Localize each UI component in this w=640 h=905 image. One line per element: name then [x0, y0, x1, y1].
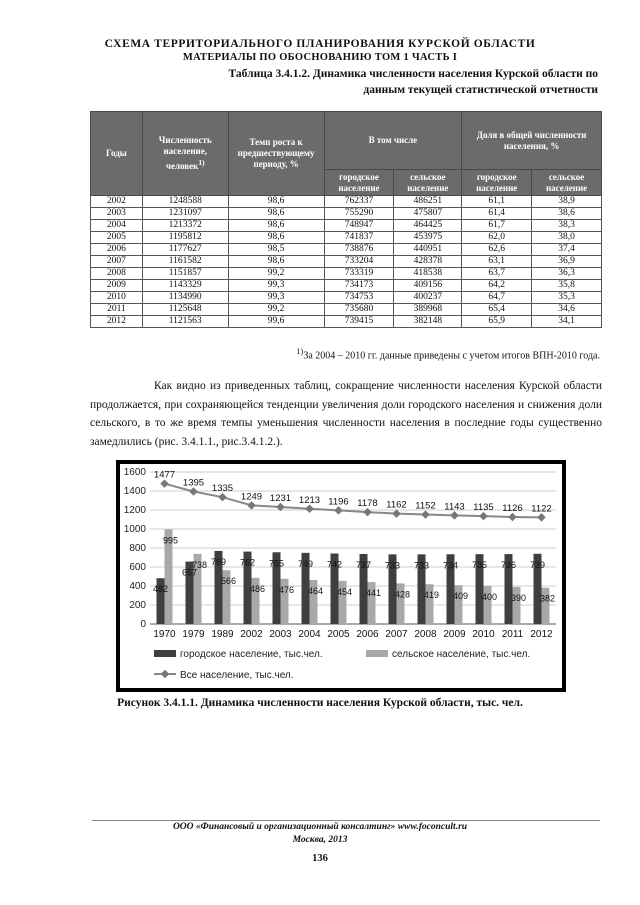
data-label-total: 1196 — [328, 496, 349, 508]
table-row — [91, 232, 602, 244]
data-label-total: 1152 — [415, 500, 436, 512]
x-tick-label: 2002 — [240, 629, 263, 640]
document-header-subtitle: МАТЕРИАЛЫ ПО ОБОСНОВАНИЮ ТОМ 1 ЧАСТЬ I — [182, 52, 458, 63]
page-number: 136 — [312, 853, 328, 864]
table-cell: 99,3 — [228, 292, 324, 304]
col-population — [142, 112, 228, 196]
table-cell: 428378 — [394, 256, 462, 268]
table-row — [91, 208, 602, 220]
table-cell: 34,6 — [532, 304, 602, 316]
table-row — [91, 220, 602, 232]
table-cell: 1213372 — [142, 220, 228, 232]
table-cell: 1177627 — [142, 244, 228, 256]
col-population-note: 1) — [198, 158, 205, 167]
table-row — [91, 316, 602, 328]
y-tick-label: 800 — [129, 543, 146, 554]
x-tick-label: 2010 — [472, 629, 495, 640]
data-label-total: 1477 — [153, 469, 176, 481]
y-tick-label: 1000 — [123, 524, 146, 535]
table-cell: 37,4 — [532, 244, 602, 256]
x-tick-label: 2005 — [327, 629, 350, 640]
table-row — [91, 304, 602, 316]
table-cell: 1121563 — [142, 316, 228, 328]
table-cell: 1231097 — [142, 208, 228, 220]
table-cell: 440951 — [394, 244, 462, 256]
table-cell: 2008 — [91, 268, 143, 280]
table-cell: 61,1 — [462, 196, 532, 208]
figure-caption: Рисунок 3.4.1.1. Динамика численности населения Курской области, тыс. чел. — [117, 697, 523, 709]
col-rural-share: сельское население — [532, 170, 602, 196]
footnote-text: За 2004 – 2010 гг. данные приведены с учетом итогов ВПН-2010 года. — [303, 350, 600, 362]
table-cell: 34,1 — [532, 316, 602, 328]
table-cell: 98,6 — [228, 232, 324, 244]
table-cell: 98,6 — [228, 220, 324, 232]
table-cell: 63,1 — [462, 256, 532, 268]
table-cell: 62,6 — [462, 244, 532, 256]
table-cell: 1195812 — [142, 232, 228, 244]
table-cell: 1134990 — [142, 292, 228, 304]
table-cell: 65,9 — [462, 316, 532, 328]
data-label-total: 1162 — [386, 499, 407, 511]
table-footnote — [296, 347, 600, 361]
data-label-rural: 995 — [162, 535, 179, 546]
data-label-urban: 657 — [181, 567, 198, 578]
x-tick-label: 2008 — [414, 629, 437, 640]
table-cell: 2011 — [91, 304, 143, 316]
data-label-total: 1178 — [357, 498, 378, 510]
table-cell: 38,3 — [532, 220, 602, 232]
data-label-rural: 382 — [539, 593, 556, 604]
data-label-total: 1213 — [298, 494, 321, 506]
table-cell: 733204 — [324, 256, 394, 268]
table-cell: 2007 — [91, 256, 143, 268]
table-cell: 735680 — [324, 304, 394, 316]
table-cell: 2012 — [91, 316, 143, 328]
table-cell: 1125648 — [142, 304, 228, 316]
data-label-rural: 428 — [394, 589, 411, 600]
data-label-urban: 733 — [384, 560, 401, 571]
data-label-rural: 419 — [423, 590, 440, 601]
data-label-rural: 464 — [307, 585, 324, 596]
y-tick-label: 1200 — [123, 505, 146, 516]
x-tick-label: 2011 — [501, 629, 524, 640]
table-cell: 64,7 — [462, 292, 532, 304]
table-title-line2: данным текущей статистической отчетности — [363, 84, 598, 96]
x-tick-label: 2004 — [298, 629, 321, 640]
table-cell: 409156 — [394, 280, 462, 292]
table-cell: 99,2 — [228, 304, 324, 316]
table-cell: 63,7 — [462, 268, 532, 280]
population-table — [90, 111, 602, 328]
table-cell: 741837 — [324, 232, 394, 244]
data-label-urban: 735 — [471, 560, 488, 571]
table-cell: 738876 — [324, 244, 394, 256]
data-label-total: 1231 — [269, 493, 292, 505]
table-cell: 35,3 — [532, 292, 602, 304]
table-row — [91, 268, 602, 280]
data-label-urban: 734 — [442, 560, 459, 571]
table-row — [91, 196, 602, 208]
y-tick-label: 1600 — [123, 467, 146, 478]
data-label-rural: 390 — [510, 592, 527, 603]
table-cell: 755290 — [324, 208, 394, 220]
table-cell: 389968 — [394, 304, 462, 316]
legend-swatch-rural — [366, 650, 388, 657]
table-cell: 38,9 — [532, 196, 602, 208]
x-tick-label: 1970 — [153, 629, 176, 640]
table-cell: 733319 — [324, 268, 394, 280]
table-cell: 98,6 — [228, 208, 324, 220]
col-growth: Темп роста к предшествующему периоду, % — [228, 112, 324, 196]
data-label-urban: 737 — [355, 559, 372, 570]
x-tick-label: 2009 — [443, 629, 466, 640]
table-cell: 2010 — [91, 292, 143, 304]
y-tick-label: 200 — [129, 600, 146, 611]
data-label-rural: 486 — [249, 583, 266, 594]
data-label-rural: 409 — [452, 591, 469, 602]
table-cell: 2003 — [91, 208, 143, 220]
x-tick-label: 1979 — [182, 629, 205, 640]
chart-svg — [116, 460, 566, 692]
table-cell: 2002 — [91, 196, 143, 208]
table-cell: 734753 — [324, 292, 394, 304]
table-cell: 1151857 — [142, 268, 228, 280]
data-label-urban: 736 — [500, 560, 517, 571]
x-tick-label: 2012 — [530, 629, 553, 640]
population-chart — [116, 460, 566, 692]
data-label-total: 1335 — [211, 483, 234, 495]
x-tick-label: 1989 — [211, 629, 234, 640]
data-label-total: 1249 — [240, 491, 263, 503]
table-cell: 35,8 — [532, 280, 602, 292]
data-label-total: 1135 — [473, 502, 494, 514]
table-cell: 400237 — [394, 292, 462, 304]
table-cell: 61,4 — [462, 208, 532, 220]
footer-city: Москва, 2013 — [292, 835, 348, 845]
table-cell: 65,4 — [462, 304, 532, 316]
table-cell: 98,6 — [228, 256, 324, 268]
data-label-rural: 454 — [336, 586, 353, 597]
table-cell: 2005 — [91, 232, 143, 244]
table-cell: 98,5 — [228, 244, 324, 256]
col-share: Доля в общей численности населения, % — [462, 112, 602, 170]
data-label-urban: 733 — [413, 560, 430, 571]
footer-rule — [92, 820, 600, 821]
table-cell: 36,9 — [532, 256, 602, 268]
x-tick-label: 2006 — [356, 629, 379, 640]
col-urban-share: городское население — [462, 170, 532, 196]
table-cell: 1161582 — [142, 256, 228, 268]
table-cell: 61,7 — [462, 220, 532, 232]
table-cell: 98,6 — [228, 196, 324, 208]
col-urban: городское население — [324, 170, 394, 196]
document-header-title: СХЕМА ТЕРРИТОРИАЛЬНОГО ПЛАНИРОВАНИЯ КУРСКОЙ ОБЛАСТИ — [104, 38, 536, 50]
y-tick-label: 600 — [129, 562, 146, 573]
data-label-urban: 762 — [239, 557, 256, 568]
data-label-rural: 441 — [365, 588, 382, 599]
data-label-rural: 400 — [481, 592, 498, 602]
table-cell: 99,2 — [228, 268, 324, 280]
y-tick-label: 0 — [140, 619, 146, 630]
table-cell: 38,0 — [532, 232, 602, 244]
data-label-urban: 739 — [529, 559, 546, 570]
table-cell: 99,6 — [228, 316, 324, 328]
table-cell: 1143329 — [142, 280, 228, 292]
legend-label-total: Все население, тыс.чел. — [180, 670, 294, 681]
data-label-urban: 482 — [152, 584, 169, 595]
y-tick-label: 400 — [129, 581, 146, 592]
x-tick-label: 2007 — [385, 629, 408, 640]
table-cell: 99,3 — [228, 280, 324, 292]
table-cell: 748947 — [324, 220, 394, 232]
data-label-urban: 742 — [326, 559, 343, 570]
footnote-mark: 1) — [296, 347, 304, 356]
col-population-label: Численность население, человек — [158, 135, 212, 171]
table-cell: 62,0 — [462, 232, 532, 244]
table-cell: 64,2 — [462, 280, 532, 292]
table-cell: 1248588 — [142, 196, 228, 208]
y-tick-label: 1400 — [123, 486, 146, 497]
col-years: Годы — [91, 112, 143, 196]
data-label-total: 1395 — [182, 477, 205, 489]
body-paragraph: Как видно из приведенных таблиц, сокращение численности населения Курской области продолжается, при сохраняющейся тенденции увеличения доли городского населения и снижения доли сельского, в то же время темпы уменьшения численности населения в последние годы существенно замедлились (рис. 3.4.1.1., рис.3.4.1.2.). — [90, 380, 602, 448]
data-label-urban: 755 — [268, 558, 285, 569]
table-row — [91, 244, 602, 256]
table-cell: 475807 — [394, 208, 462, 220]
table-row — [91, 292, 602, 304]
table-cell: 739415 — [324, 316, 394, 328]
data-label-urban: 769 — [210, 556, 227, 567]
table-cell: 418538 — [394, 268, 462, 280]
footer-organization: ООО «Финансовый и организационный консалтинг» www.foconcult.ru — [172, 822, 468, 832]
col-rural: сельское население — [394, 170, 462, 196]
table-row — [91, 280, 602, 292]
table-cell: 38,6 — [532, 208, 602, 220]
table-cell: 453975 — [394, 232, 462, 244]
data-label-rural: 738 — [191, 559, 208, 570]
data-label-total: 1126 — [502, 503, 523, 515]
data-label-total: 1143 — [444, 501, 465, 513]
data-label-rural: 566 — [220, 576, 237, 587]
col-including: В том числе — [324, 112, 462, 170]
table-cell: 486251 — [394, 196, 462, 208]
data-label-total: 1122 — [531, 503, 552, 515]
table-cell: 36,3 — [532, 268, 602, 280]
table-cell: 2004 — [91, 220, 143, 232]
table-cell: 2009 — [91, 280, 143, 292]
data-label-urban: 749 — [297, 558, 314, 569]
data-label-rural: 476 — [278, 584, 295, 595]
table-cell: 762337 — [324, 196, 394, 208]
table-cell: 464425 — [394, 220, 462, 232]
table-title — [178, 66, 598, 98]
x-tick-label: 2003 — [269, 629, 292, 640]
legend-label-rural: сельское население, тыс.чел. — [392, 649, 531, 660]
table-row — [91, 256, 602, 268]
table-cell: 734173 — [324, 280, 394, 292]
legend-swatch-urban — [154, 650, 176, 657]
table-cell: 382148 — [394, 316, 462, 328]
table-title-line1: Таблица 3.4.1.2. Динамика численности населения Курской области по — [228, 68, 598, 80]
table-cell: 2006 — [91, 244, 143, 256]
legend-label-urban: городское население, тыс.чел. — [180, 649, 323, 660]
